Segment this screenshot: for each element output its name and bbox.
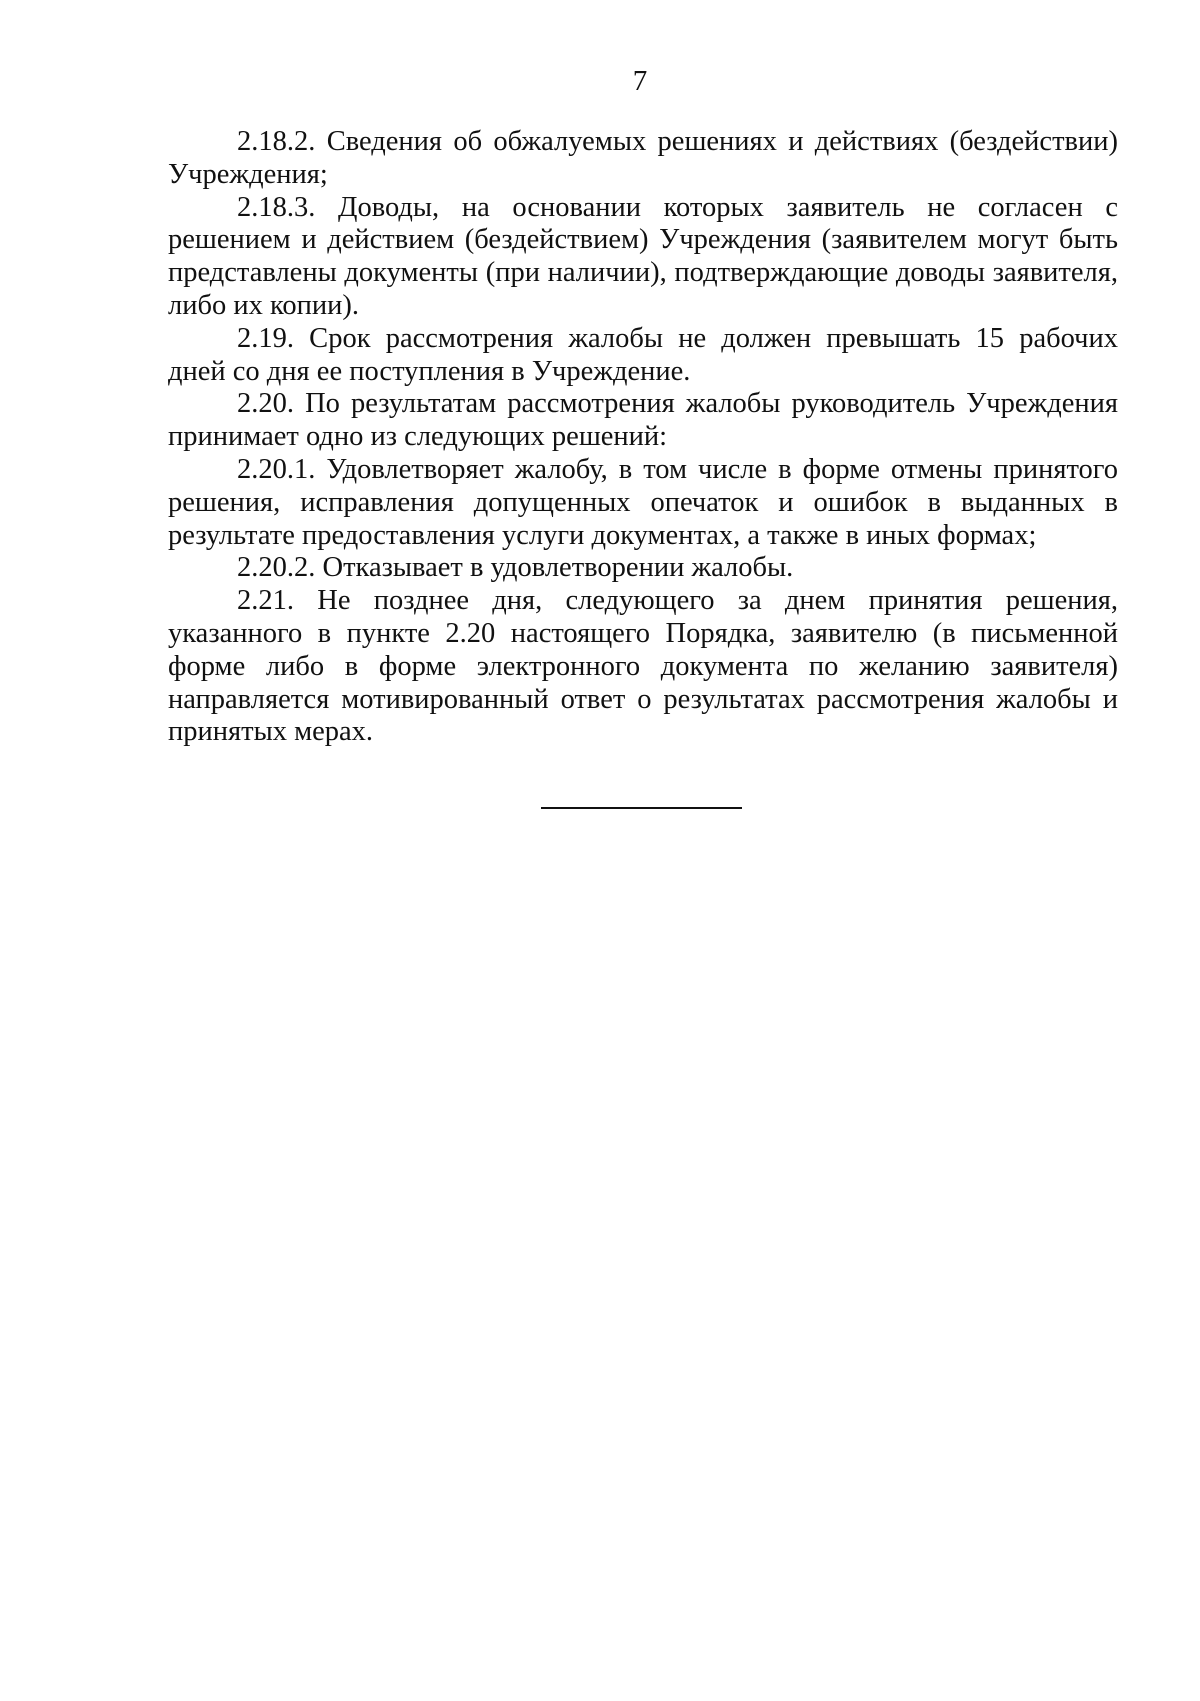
paragraph-2-21: 2.21. Не позднее дня, следующего за днем принятия решения, указанного в пункте 2.20 настоящего Порядка, заявителю (в письменной форме либо в форме электронного документа по желанию заявителя) направляется мотивированный ответ о результатах рассмотрения жалобы и принятых мерах.	[168, 585, 1118, 748]
end-of-document-rule	[541, 807, 742, 809]
paragraph-2-20: 2.20. По результатам рассмотрения жалобы руководитель Учреждения принимает одно из следующих решений:	[168, 388, 1118, 453]
document-body	[168, 126, 1118, 749]
paragraph-2-20-1: 2.20.1. Удовлетворяет жалобу, в том числе в форме отмены принятого решения, исправления допущенных опечаток и ошибок в выданных в результате предоставления услуги документах, а также в иных формах;	[168, 453, 1118, 551]
paragraph-2-20-2: 2.20.2. Отказывает в удовлетворении жалобы.	[237, 552, 794, 584]
paragraph-2-19: 2.19. Срок рассмотрения жалобы не должен превышать 15 рабочих дней со дня ее поступления в Учреждение.	[168, 322, 1118, 387]
paragraph-2-18-3: 2.18.3. Доводы, на основании которых заявитель не согласен с решением и действием (бездействием) Учреждения (заявителем могут быть представлены документы (при наличии), подтверждающие доводы заявителя, либо их копии).	[168, 191, 1118, 321]
paragraph-2-18-2: 2.18.2. Сведения об обжалуемых решениях и действиях (бездействии) Учреждения;	[168, 126, 1118, 190]
page-number: 7	[632, 65, 648, 97]
